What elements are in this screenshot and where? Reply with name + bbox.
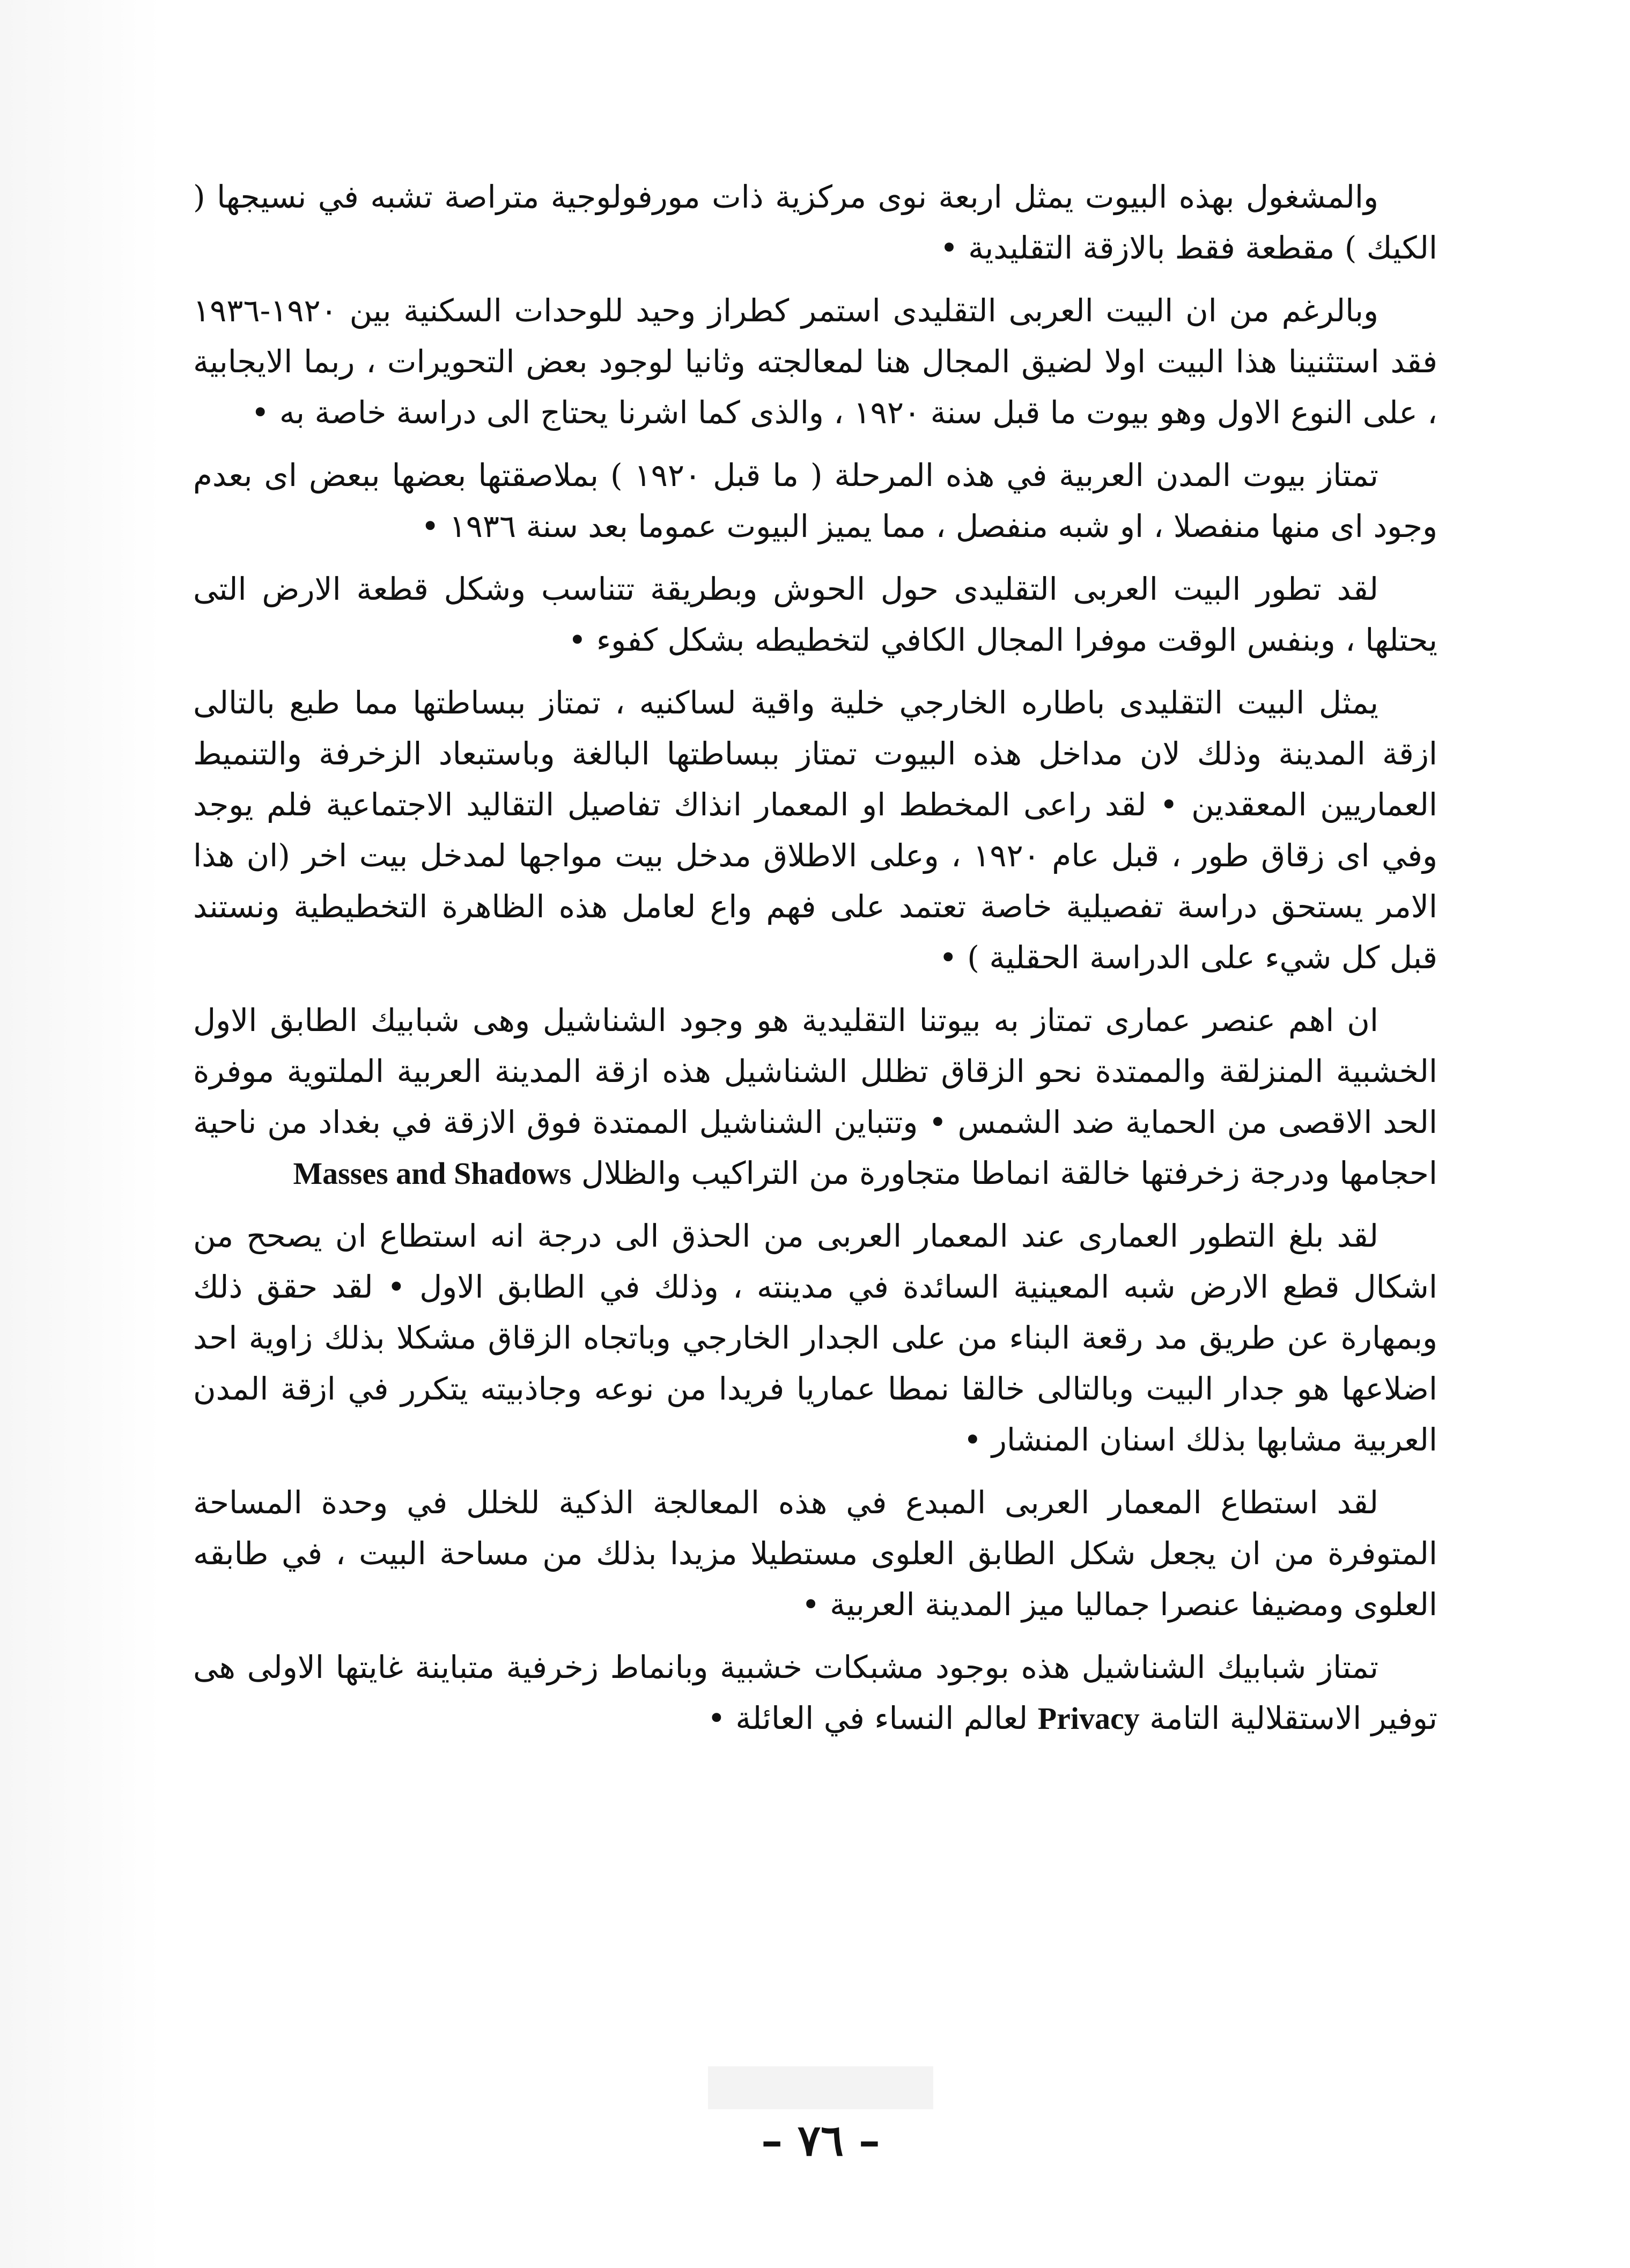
paragraph-6-text: ان اهم عنصر عمارى تمتاز به بيوتنا التقليدية هو وجود الشناشيل وهى شبابيك الطابق الاول الخشبية المنزلقة والممتدة نحو الزقاق تظلل الشناشيل هذه ازقة المدينة العربية الملتوية موفرة الحد الاقصى من الحماية ضد الشمس • وتتباين الشناشيل الممتدة فوق الازقة في بغداد من ناحية احجامها ودرجة زخرفتها خالقة انماطا متجاورة من التراكيب والظلال	[193, 1002, 1437, 1191]
english-term-privacy: Privacy	[1037, 1701, 1140, 1736]
paragraph-1: والمشغول بهذه البيوت يمثل اربعة نوى مركزية ذات مورفولوجية متراصة تشبه في نسيجها ( الكيك ) مقطعة فقط بالازقة التقليدية •	[193, 179, 1437, 266]
page-edge-shadow	[0, 0, 161, 2268]
paragraph-9	[193, 1642, 1437, 1744]
paragraph-8: لقد استطاع المعمار العربى المبدع في هذه المعالجة الذكية للخلل في وحدة المساحة المتوفرة من ان يجعل شكل الطابق العلوى مستطيلا مزيدا بذلك من مساحة البيت ، في طابقه العلوى ومضيفا عنصرا جماليا ميز المدينة العربية •	[193, 1484, 1437, 1623]
page-number: – ٧٦ –	[761, 2115, 880, 2166]
paragraph-6	[193, 995, 1437, 1199]
paragraph-9-ending: لعالم النساء في العائلة •	[707, 1700, 1028, 1736]
english-term-masses-and-shadows: Masses and Shadows	[293, 1156, 572, 1191]
article-body	[193, 172, 1437, 2092]
scan-smudge	[708, 2066, 933, 2109]
paragraph-2: وبالرغم من ان البيت العربى التقليدى استمر كطراز وحيد للوحدات السكنية بين ١٩٢٠-١٩٣٦ فقد استثنينا هذا البيت اولا لضيق المجال هنا لمعالجته وثانيا لوجود بعض التحويرات ، ربما الايجابية ، على النوع الاول وهو بيوت ما قبل سنة ١٩٢٠ ، والذى كما اشرنا يحتاج الى دراسة خاصة به •	[193, 292, 1437, 431]
paragraph-4: لقد تطور البيت العربى التقليدى حول الحوش وبطريقة تتناسب وشكل قطعة الارض التى يحتلها ، وبنفس الوقت موفرا المجال الكافي لتخطيطه بشكل كفوء •	[193, 571, 1437, 658]
paragraph-9-text: تمتاز شبابيك الشناشيل هذه بوجود مشبكات خشبية وبانماط زخرفية متباينة غايتها الاولى هى توفير الاستقلالية التامة	[193, 1649, 1437, 1736]
paragraph-5: يمثل البيت التقليدى باطاره الخارجي خلية واقية لساكنيه ، تمتاز ببساطتها مما طبع بالتالى ازقة المدينة وذلك لان مداخل هذه البيوت تمتاز ببساطتها البالغة وباستبعاد الزخرفة والتنميط العماريين المعقدين • لقد راعى المخطط او المعمار انذاك تفاصيل التقاليد الاجتماعية فلم يوجد وفي اى زقاق طور ، قبل عام ١٩٢٠ ، وعلى الاطلاق مدخل بيت مواجها لمدخل بيت اخر (ان هذا الامر يستحق دراسة تفصيلية خاصة تعتمد على فهم واع لعامل هذه الظاهرة التخطيطية ونستند قبل كل شيء على الدراسة الحقلية ) •	[193, 684, 1437, 976]
paragraph-3: تمتاز بيوت المدن العربية في هذه المرحلة ( ما قبل ١٩٢٠ ) بملاصقتها بعضها ببعض اى بعدم وجود اى منها منفصلا ، او شبه منفصل ، مما يميز البيوت عموما بعد سنة ١٩٣٦ •	[193, 457, 1437, 544]
paragraph-7: لقد بلغ التطور العمارى عند المعمار العربى من الحذق الى درجة انه استطاع ان يصحح من اشكال قطع الارض شبه المعينية السائدة في مدينته ، وذلك في الطابق الاول • لقد حقق ذلك وبمهارة عن طريق مد رقعة البناء من على الجدار الخارجي وباتجاه الزقاق مشكلا بذلك زاوية احد اضلاعها هو جدار البيت وبالتالى خالقا نمطا عماريا فريدا من نوعه وجاذبيته يتكرر في ازقة المدن العربية مشابها بذلك اسنان المنشار •	[193, 1218, 1437, 1458]
